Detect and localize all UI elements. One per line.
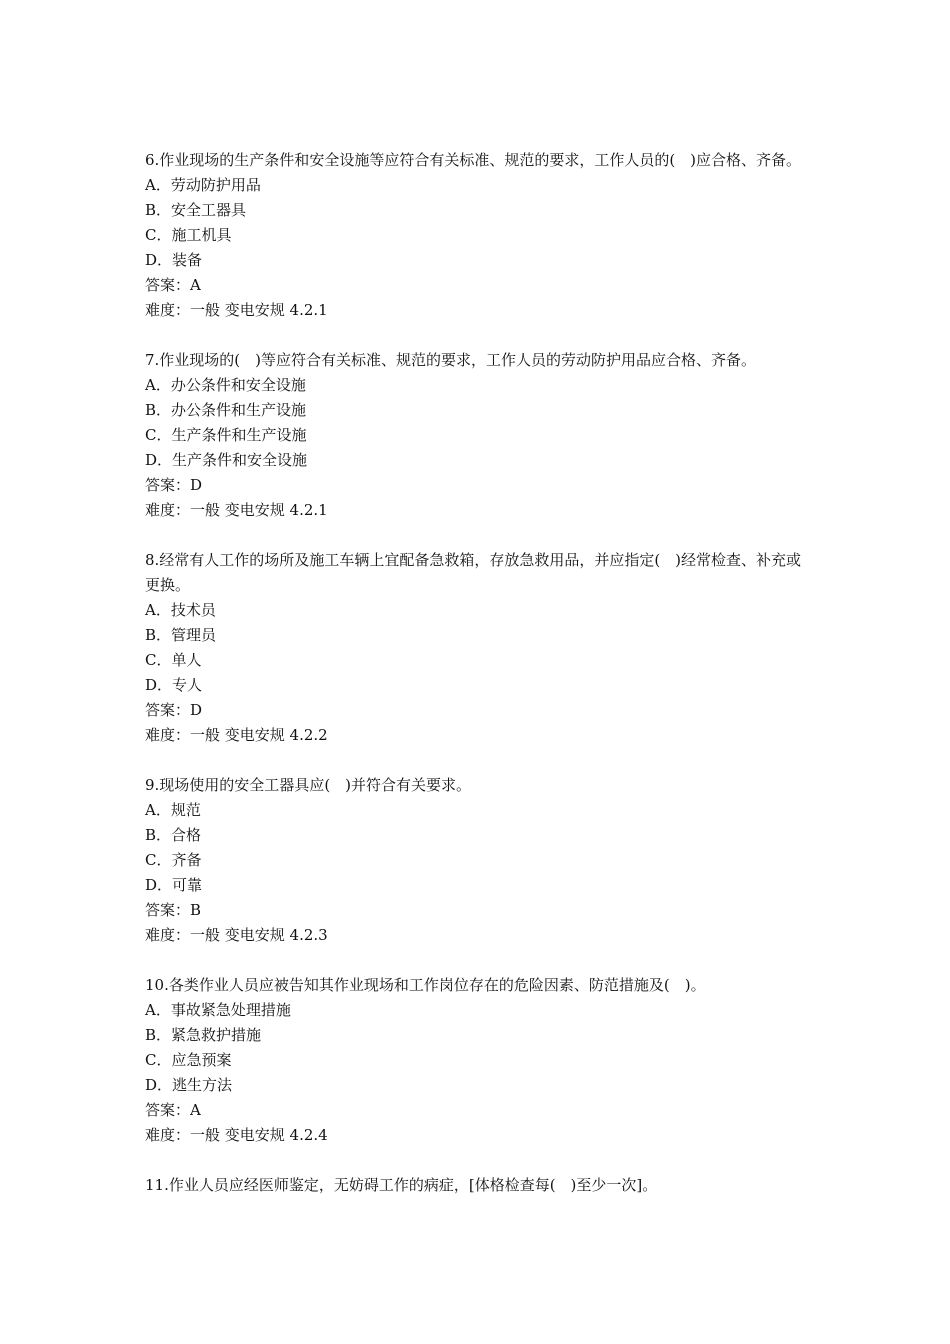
option-c: C．单人: [145, 651, 202, 669]
option-c: C．应急预案: [145, 1051, 232, 1069]
difficulty-reference: 难度：一般 变电安规 4.2.3: [145, 926, 328, 944]
difficulty-reference: 难度：一般 变电安规 4.2.1: [145, 501, 328, 519]
option-a: A．事故紧急处理措施: [145, 1001, 291, 1019]
option-b: B．办公条件和生产设施: [145, 401, 307, 419]
option-b: B．管理员: [145, 626, 217, 644]
question-stem: 9.现场使用的安全工器具应( )并符合有关要求。: [145, 776, 472, 794]
option-a: A．规范: [145, 801, 201, 819]
answer: 答案：D: [145, 701, 203, 719]
question-11: [145, 1173, 815, 1198]
answer: 答案：A: [145, 276, 201, 294]
option-b: B．安全工器具: [145, 201, 247, 219]
question-stem: 8.经常有人工作的场所及施工车辆上宜配备急救箱，存放急救用品，并应指定( )经常检查、补充或更换。: [145, 551, 802, 594]
difficulty-reference: 难度：一般 变电安规 4.2.2: [145, 726, 328, 744]
answer: 答案：D: [145, 476, 203, 494]
question-7: [145, 348, 815, 523]
option-c: C．生产条件和生产设施: [145, 426, 307, 444]
option-b: B．合格: [145, 826, 202, 844]
question-stem: 11.作业人员应经医师鉴定，无妨碍工作的病症，[体格检查每( )至少一次]。: [145, 1176, 658, 1194]
option-d: D．逃生方法: [145, 1076, 233, 1094]
question-stem: 10.各类作业人员应被告知其作业现场和工作岗位存在的危险因素、防范措施及( )。: [145, 976, 706, 994]
question-9: [145, 773, 815, 948]
option-c: C．施工机具: [145, 226, 232, 244]
question-stem: 7.作业现场的( )等应符合有关标准、规范的要求，工作人员的劳动防护用品应合格、齐备。: [145, 351, 757, 369]
question-stem: 6.作业现场的生产条件和安全设施等应符合有关标准、规范的要求，工作人员的( )应合格、齐备。: [145, 151, 802, 169]
option-d: D．专人: [145, 676, 203, 694]
difficulty-reference: 难度：一般 变电安规 4.2.1: [145, 301, 328, 319]
option-a: A．技术员: [145, 601, 216, 619]
difficulty-reference: 难度：一般 变电安规 4.2.4: [145, 1126, 328, 1144]
option-d: D．可靠: [145, 876, 203, 894]
answer: 答案：B: [145, 901, 202, 919]
option-a: A．办公条件和安全设施: [145, 376, 306, 394]
answer: 答案：A: [145, 1101, 201, 1119]
document-page: [145, 148, 815, 1223]
option-b: B．紧急救护措施: [145, 1026, 262, 1044]
option-d: D．生产条件和安全设施: [145, 451, 308, 469]
option-c: C．齐备: [145, 851, 202, 869]
option-d: D．装备: [145, 251, 203, 269]
question-10: [145, 973, 815, 1148]
option-a: A．劳动防护用品: [145, 176, 261, 194]
question-8: [145, 548, 815, 748]
question-6: [145, 148, 815, 323]
